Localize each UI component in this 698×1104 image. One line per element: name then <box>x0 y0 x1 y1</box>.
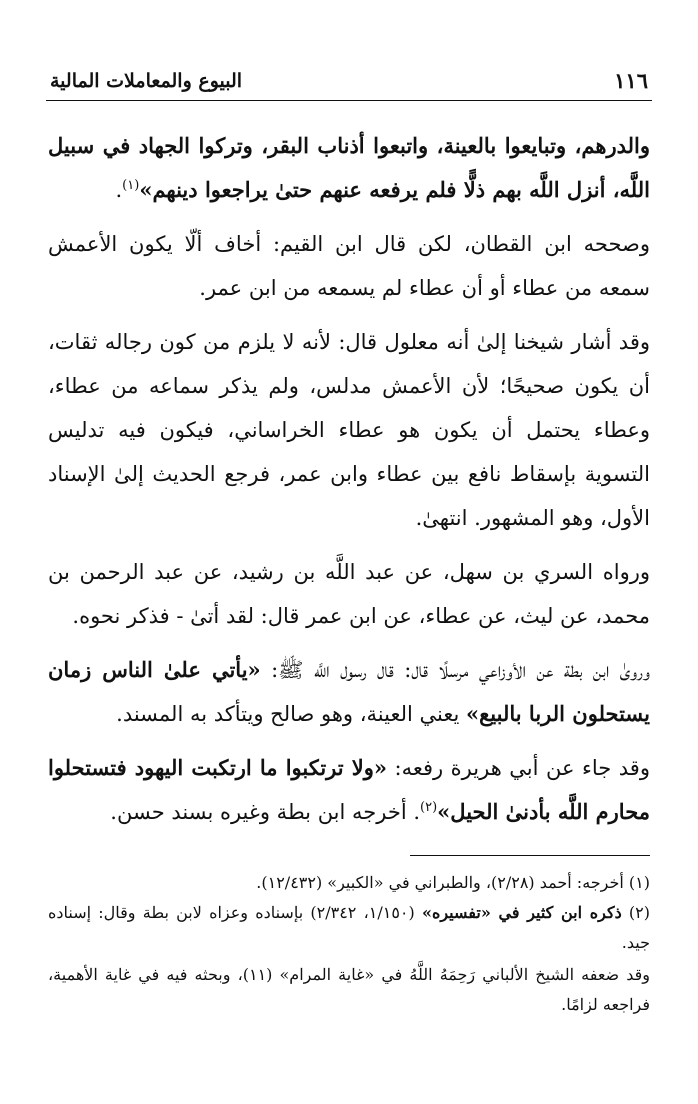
paragraph-lead: ورویٰ ابن بطة عن الأوزاعي مرسلًا قال: قال رسول اللَّه ﷺ: <box>260 658 651 682</box>
paragraph-rest: يعني العينة، وهو صالح ويتأكد به المسند. <box>116 702 466 726</box>
paragraph-sari-narration: ورواه السري بن سهل، عن عبد اللَّه بن رشيد، عن عبد الرحمن بن محمد، عن ليث، عن عطاء، عن ابن عمر قال: لقد أتىٰ - فذكر نحوه. <box>48 560 650 628</box>
paragraph-ibn-qattan: وصححه ابن القطان، لكن قال ابن القيم: أخاف ألّا يكون الأعمش سمعه من عطاء أو أن عطاء لم يسمعه من ابن عمر. <box>48 232 650 300</box>
footnote-rest: (١/١٥٠، ٢/٣٤٢) بإسناده وعزاه لابن بطة وقال: إسناده جيد. <box>48 903 650 952</box>
paragraph-abu-hurayra <box>48 746 650 834</box>
paragraph-lead: وقد جاء عن أبي هريرة رفعه: <box>387 756 650 780</box>
footnotes <box>48 868 650 1020</box>
main-text <box>48 124 650 844</box>
hadith-text: «ولا ترتكبوا ما ارتكبت اليهود فتستحلوا محارم اللَّه بأدنىٰ الحيل» <box>48 755 650 824</box>
book-title: البيوع والمعاملات المالية <box>50 70 243 92</box>
paragraph-shaykh-analysis: وقد أشار شيخنا إلىٰ أنه معلول قال: لأنه لا يلزم من كون رجاله ثقات، أن يكون صحيحًا؛ لأن الأعمش مدلس، ولم يذكر سماعه من عطاء، وعطاء يحتمل أن يكون هو عطاء الخراساني، فيكون فيه تدليس التسوية بإسقاط نافع بين عطاء وابن عمر، فرجع الحديث إلىٰ الإسناد الأول، وهو المشهور. انتهىٰ. <box>48 330 651 530</box>
footnote-marker-1: (١) <box>122 178 140 193</box>
paragraph-ibn-batta-awzai <box>48 648 650 736</box>
paragraph-rest: . أخرجه ابن بطة وغيره بسند حسن. <box>110 800 421 824</box>
paragraph-hadith-ending <box>48 124 650 212</box>
footnote-2-continuation: وقد ضعفه الشيخ الألباني رَحِمَهُ اللَّهُ في «غاية المرام» (١١)، وبحثه فيه في غاية الأهمية، فراجعه لزامًا. <box>48 965 651 1014</box>
footnote-marker-2: (٢) <box>420 800 438 815</box>
paragraph-tail: . <box>115 178 123 202</box>
page-number: ١١٦ <box>614 68 648 93</box>
hadith-text: «يأتي علىٰ الناس زمان يستحلون الربا بالبيع» <box>48 657 650 726</box>
footnote-number: (٢) <box>621 903 651 922</box>
hadith-text: والدرهم، وتبايعوا بالعينة، واتبعوا أذناب البقر، وتركوا الجهاد في سبيل اللَّه، أنزل اللَّه بهم ذلًّا فلم يرفعه عنهم حتىٰ يراجعوا دينهم» <box>48 133 650 202</box>
footnote-divider <box>410 855 650 856</box>
footnote-1: (١) أخرجه: أحمد (٢/٢٨)، والطبراني في «الكبير» (١٢/٤٣٢). <box>256 873 650 892</box>
page-header <box>46 66 652 101</box>
footnote-source: ذكره ابن كثير في «تفسيره» <box>421 903 622 922</box>
footnote-2 <box>48 898 650 958</box>
